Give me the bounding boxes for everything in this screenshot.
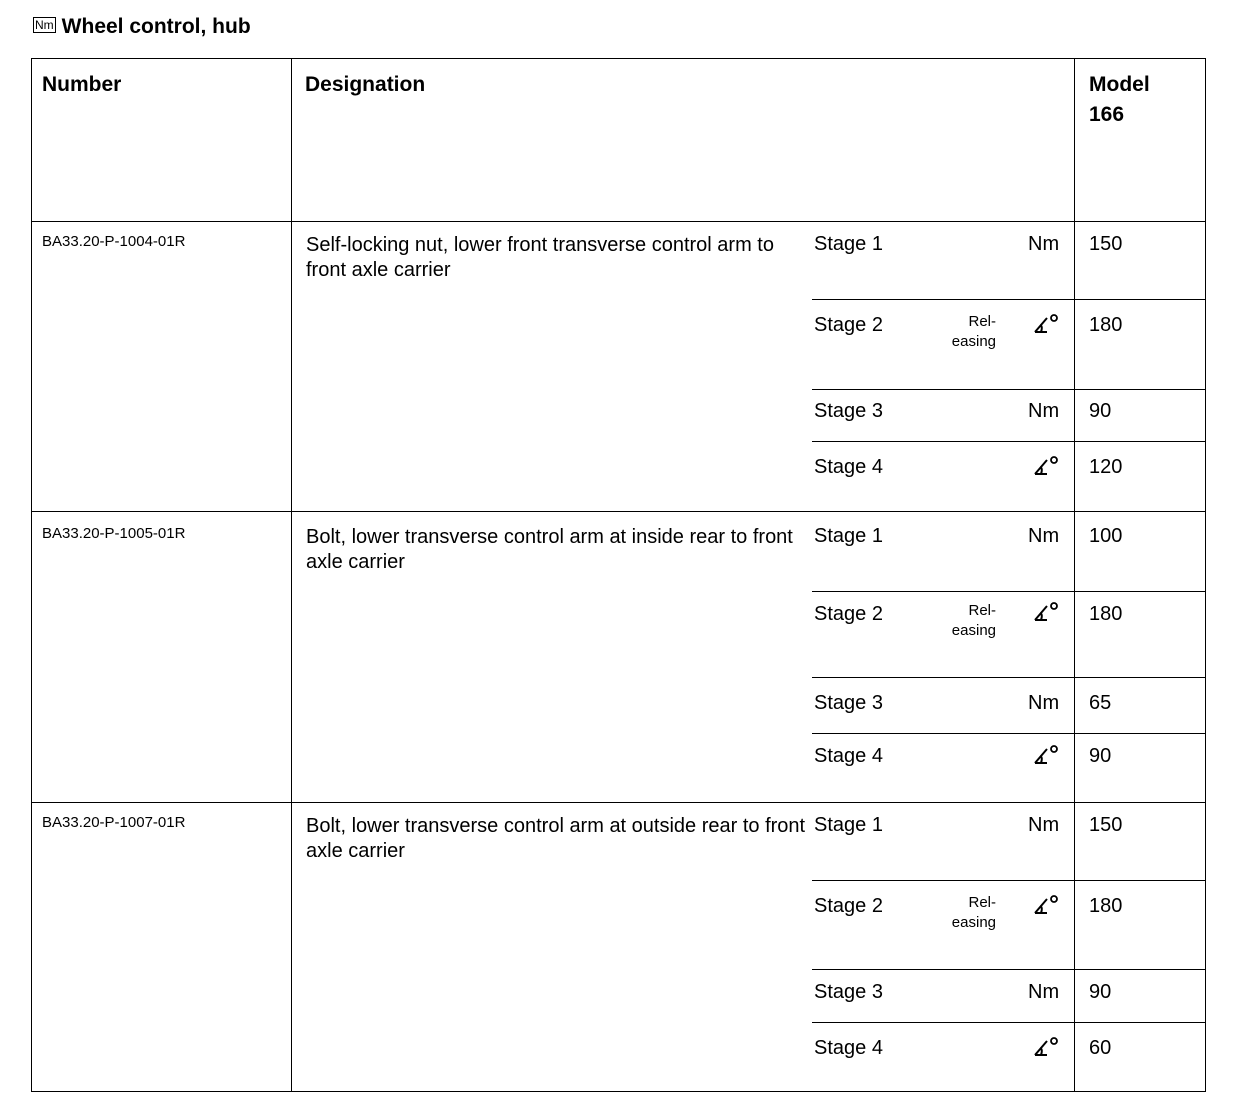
stage-label: Stage 2 bbox=[814, 603, 883, 625]
column-header-model-number: 166 bbox=[1089, 103, 1125, 126]
unit-nm: Nm bbox=[1028, 233, 1060, 255]
column-header-number: Number bbox=[42, 73, 122, 96]
torque-value: 100 bbox=[1089, 525, 1123, 547]
torque-value: 60 bbox=[1089, 1037, 1112, 1059]
releasing-note: Rel- easing bbox=[951, 894, 996, 931]
torque-value: 180 bbox=[1089, 603, 1123, 625]
stage-label: Stage 4 bbox=[814, 745, 883, 767]
stage-label: Stage 3 bbox=[814, 692, 883, 714]
stage-label: Stage 2 bbox=[814, 895, 883, 917]
stage-divider bbox=[812, 677, 1206, 678]
page-title: Wheel control, hub bbox=[61, 15, 251, 38]
stage-label: Stage 2 bbox=[814, 314, 883, 336]
torque-value: 150 bbox=[1089, 233, 1123, 255]
col-divider-model bbox=[1074, 58, 1075, 1092]
page-header bbox=[33, 12, 251, 42]
torque-value: 90 bbox=[1089, 981, 1112, 1003]
unit-nm: Nm bbox=[1028, 525, 1060, 547]
torque-table bbox=[31, 58, 1206, 1092]
stage-label: Stage 4 bbox=[814, 1037, 883, 1059]
unit-nm: Nm bbox=[1028, 981, 1060, 1003]
column-header-designation: Designation bbox=[305, 73, 426, 96]
torque-value: 90 bbox=[1089, 745, 1112, 767]
stage-label: Stage 1 bbox=[814, 814, 883, 836]
stage-label: Stage 3 bbox=[814, 981, 883, 1003]
row-divider bbox=[31, 802, 1206, 803]
torque-nm-icon: Nm bbox=[35, 18, 54, 32]
releasing-note: Rel- easing bbox=[951, 602, 996, 639]
part-number: BA33.20-P-1005-01R bbox=[42, 525, 186, 542]
torque-value: 150 bbox=[1089, 814, 1123, 836]
stage-divider bbox=[812, 733, 1206, 734]
stage-label: Stage 1 bbox=[814, 525, 883, 547]
angle-degree-icon bbox=[1032, 454, 1060, 483]
header-row-divider bbox=[31, 221, 1206, 222]
angle-degree-icon bbox=[1032, 893, 1060, 922]
torque-value: 65 bbox=[1089, 692, 1112, 714]
row-divider bbox=[31, 511, 1206, 512]
part-designation: Bolt, lower transverse control arm at inside rear to front axle carrier bbox=[306, 526, 793, 573]
angle-degree-icon bbox=[1032, 1035, 1060, 1064]
torque-value: 120 bbox=[1089, 456, 1123, 478]
torque-value: 90 bbox=[1089, 400, 1112, 422]
stage-label: Stage 1 bbox=[814, 233, 883, 255]
stage-divider bbox=[812, 969, 1206, 970]
angle-degree-icon bbox=[1032, 743, 1060, 772]
column-header-model: Model bbox=[1089, 73, 1150, 96]
part-number: BA33.20-P-1007-01R bbox=[42, 814, 186, 831]
angle-degree-icon bbox=[1032, 600, 1060, 629]
stage-label: Stage 3 bbox=[814, 400, 883, 422]
unit-nm: Nm bbox=[1028, 814, 1060, 836]
col-divider-number bbox=[291, 58, 292, 1092]
torque-value: 180 bbox=[1089, 314, 1123, 336]
stage-divider bbox=[812, 441, 1206, 442]
angle-degree-icon bbox=[1032, 312, 1060, 341]
stage-label: Stage 4 bbox=[814, 456, 883, 478]
part-designation: Self-locking nut, lower front transverse control arm to front axle carrier bbox=[306, 234, 774, 281]
stage-divider bbox=[812, 389, 1206, 390]
stage-divider bbox=[812, 1022, 1206, 1023]
releasing-note: Rel- easing bbox=[951, 313, 996, 350]
stage-divider bbox=[812, 299, 1206, 300]
stage-divider bbox=[812, 880, 1206, 881]
unit-nm: Nm bbox=[1028, 400, 1060, 422]
part-designation: Bolt, lower transverse control arm at outside rear to front axle carrier bbox=[306, 815, 806, 862]
torque-value: 180 bbox=[1089, 895, 1123, 917]
stage-divider bbox=[812, 591, 1206, 592]
unit-nm: Nm bbox=[1028, 692, 1060, 714]
part-number: BA33.20-P-1004-01R bbox=[42, 233, 186, 250]
